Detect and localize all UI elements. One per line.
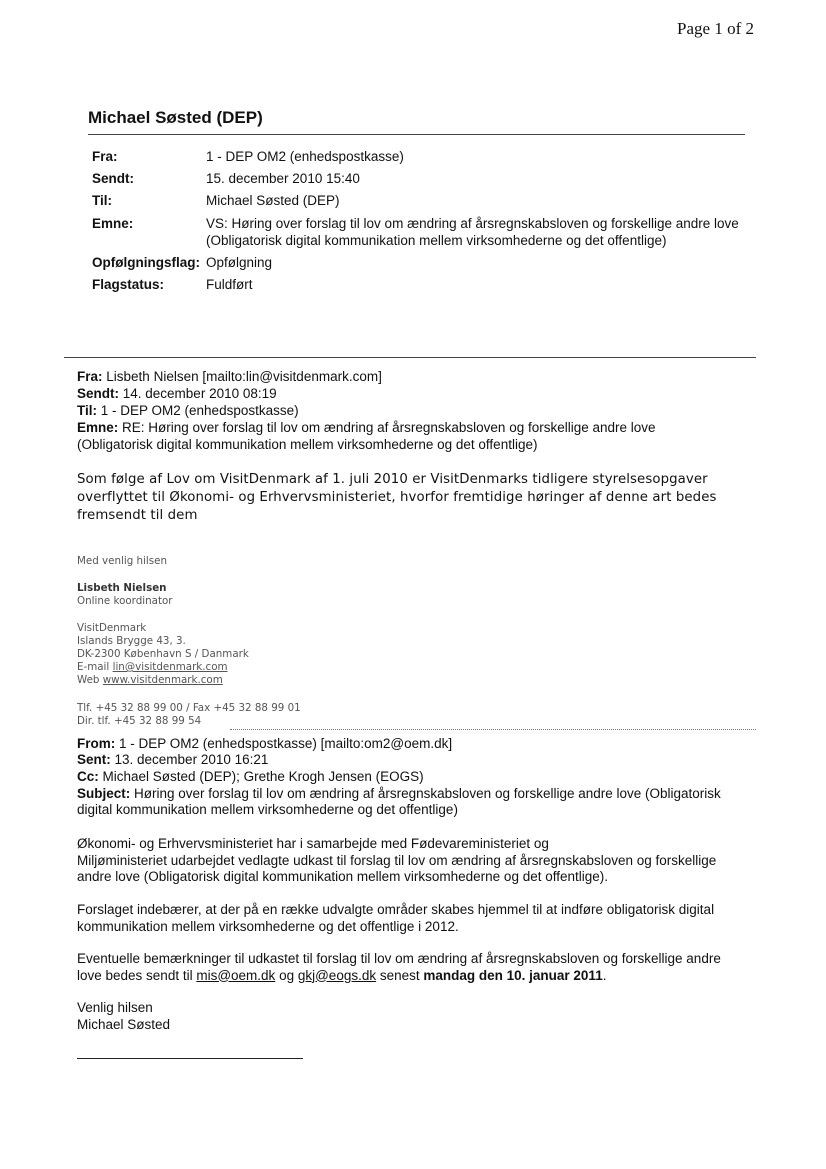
msg2-paragraph-3: Eventuelle bemærkninger til udkastet til forslag til lov om ændring af årsregnskabsloven og forskellige andre love bedes sendt til mis@oem.dk og gkj@eogs.dk senest mandag den 10. januar 2011. (77, 951, 721, 983)
msg1-from: Fra: Lisbeth Nielsen [mailto:lin@visitdenmark.com] (77, 369, 382, 384)
msg1-body: Som følge af Lov om VisitDenmark af 1. juli 2010 er VisitDenmarks tidligere styrelsesopgaver overflyttet til Økonomi- og Erhvervsministeriet, hvorfor fremtidige høringer af denne art bedes fremsendt til dem (77, 472, 717, 523)
msg2-from: From: 1 - DEP OM2 (enhedspostkasse) [mailto:om2@oem.dk] (77, 736, 453, 751)
email-line: E-mail lin@visitdenmark.com (77, 661, 228, 673)
greeting: Med venlig hilsen (77, 555, 167, 567)
footer-rule (77, 1058, 303, 1059)
direct-phone-line: Dir. tlf. +45 32 88 99 54 (77, 715, 202, 727)
msg2-subject-cont: digital kommunikation mellem virksomhederne og det offentlige) (77, 802, 458, 817)
msg2-paragraph-2: Forslaget indebærer, at der på en række udvalgte områder skabes hjemmel til at indføre obligatorisk digital kommunikation mellem virksomhederne og det offentlige i 2012. (77, 902, 715, 934)
msg2-closing: Venlig hilsen Michael Søsted (77, 1000, 171, 1032)
field-value: VS: Høring over forslag til lov om ændring af årsregnskabsloven og forskellige andre love (Obligatorisk digital kommunikation mellem virksomhederne og det offentlige) (206, 216, 739, 248)
address-line2: DK-2300 København S / Danmark (77, 648, 249, 660)
field-label: Sendt: (92, 171, 134, 186)
org-name: VisitDenmark (77, 622, 147, 634)
msg2-paragraph-1: Økonomi- og Erhvervsministeriet har i samarbejde med Fødevareministeriet og Miljøministeriet udarbejdet vedlagte udkast til forslag til lov om ændring af årsregnskabsloven og forskellige andre love (Obligatorisk digital kommunikation mellem virksomhederne og det offentlige). (77, 836, 717, 884)
message-divider (64, 357, 756, 358)
message-divider (230, 729, 756, 730)
field-label: Opfølgningsflag: (92, 255, 200, 270)
header-divider (88, 134, 745, 135)
msg1-subject: Emne: RE: Høring over forslag til lov om ændring af årsregnskabsloven og forskellige andre love (77, 420, 656, 435)
email-link[interactable]: gkj@eogs.dk (297, 967, 377, 983)
field-value: 15. december 2010 15:40 (206, 171, 360, 186)
msg1-to: Til: 1 - DEP OM2 (enhedspostkasse) (77, 403, 299, 418)
page-number: Page 1 of 2 (677, 19, 754, 38)
field-value: 1 - DEP OM2 (enhedspostkasse) (206, 149, 404, 164)
signature-title: Online koordinator (77, 595, 173, 607)
field-label: Emne: (92, 216, 134, 231)
phone-line: Tlf. +45 32 88 99 00 / Fax +45 32 88 99 01 (77, 702, 301, 714)
msg2-subject: Subject: Høring over forslag til lov om ændring af årsregnskabsloven og forskellige andre love (Obligatorisk (77, 786, 721, 801)
email-link[interactable]: mis@oem.dk (196, 967, 276, 983)
msg1-subject-cont: (Obligatorisk digital kommunikation mellem virksomhederne og det offentlige) (77, 437, 538, 452)
address-line1: Islands Brygge 43, 3. (77, 635, 186, 647)
msg2-cc: Cc: Michael Søsted (DEP); Grethe Krogh Jensen (EOGS) (77, 769, 424, 784)
signature-name: Lisbeth Nielsen (77, 582, 167, 594)
field-label: Fra: (92, 149, 118, 164)
email-link[interactable]: lin@visitdenmark.com (112, 661, 228, 673)
field-value: Fuldført (206, 277, 253, 292)
sender-name: Michael Søsted (DEP) (88, 108, 263, 127)
web-link[interactable]: www.visitdenmark.com (102, 674, 223, 686)
msg2-sent: Sent: 13. december 2010 16:21 (77, 752, 269, 767)
web-line: Web www.visitdenmark.com (77, 674, 223, 686)
msg1-sent: Sendt: 14. december 2010 08:19 (77, 386, 277, 401)
field-value: Michael Søsted (DEP) (206, 193, 340, 208)
field-value: Opfølgning (206, 255, 273, 270)
field-label: Flagstatus: (92, 277, 165, 292)
field-label: Til: (92, 193, 112, 208)
